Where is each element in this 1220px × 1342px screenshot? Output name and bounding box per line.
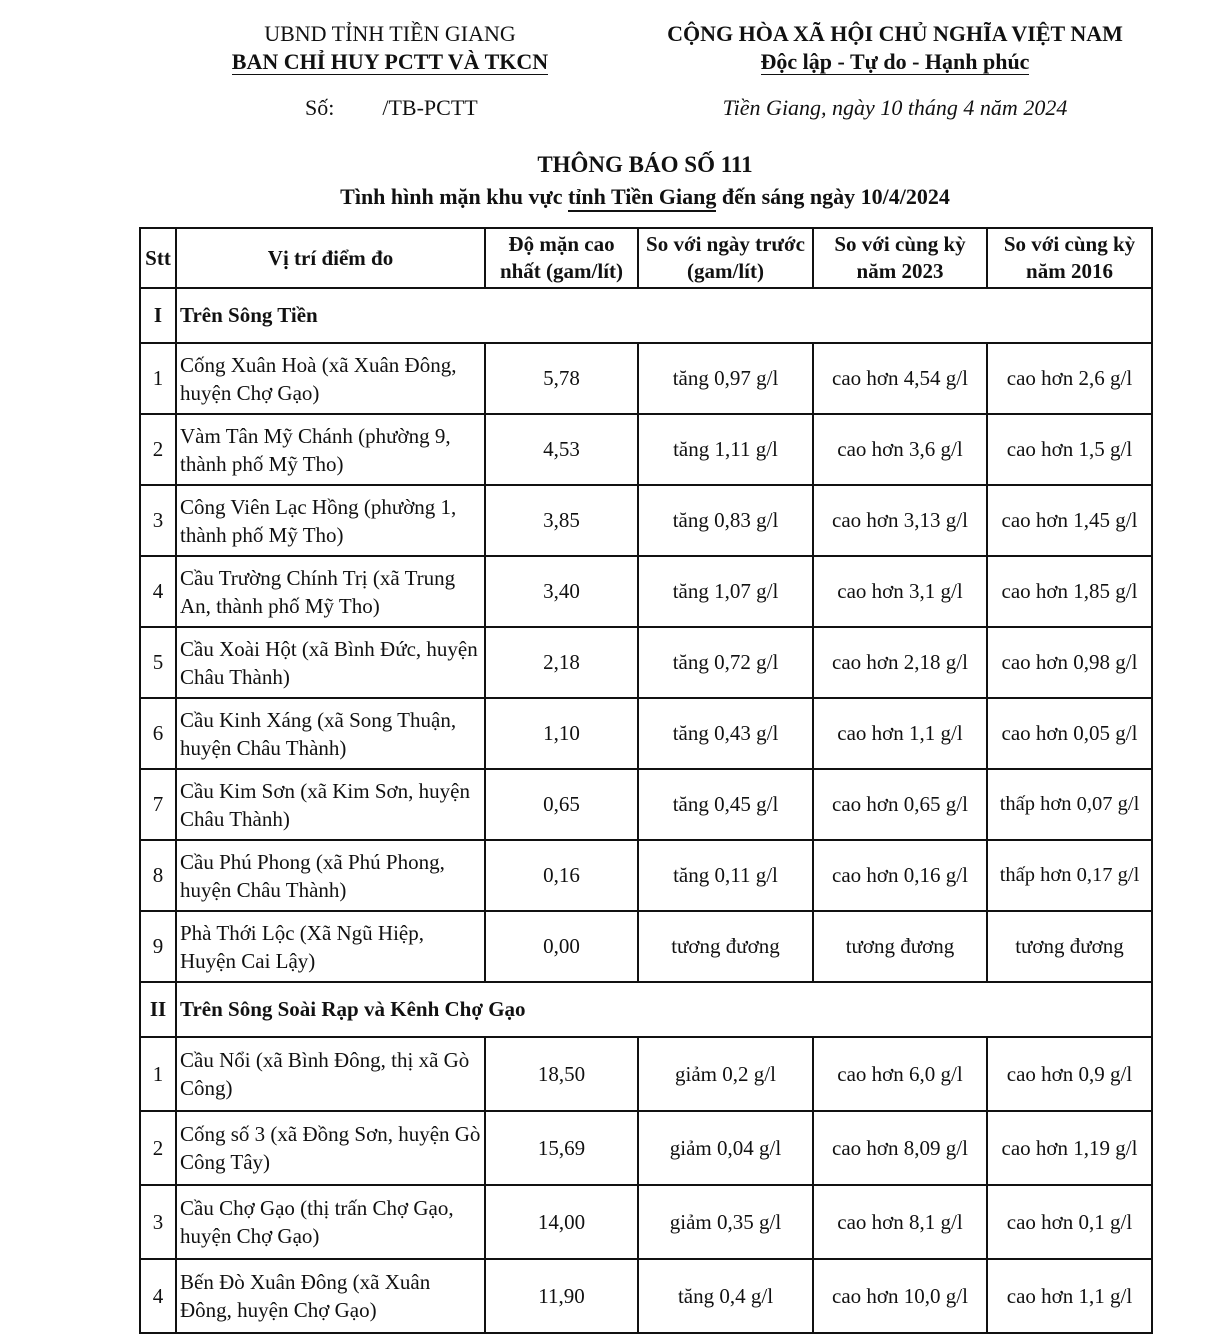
row-stt: 3 xyxy=(140,1185,176,1259)
row-stt: 2 xyxy=(140,1111,176,1185)
section-name: Trên Sông Tiền xyxy=(176,288,1152,343)
row-location: Cống Xuân Hoà (xã Xuân Đông, huyện Chợ Gạo) xyxy=(176,343,485,414)
issuer-province: UBND TỈNH TIỀN GIANG xyxy=(264,21,516,46)
row-max-salinity: 0,00 xyxy=(485,911,638,982)
document-title: THÔNG BÁO SỐ 111 xyxy=(537,152,753,177)
row-vs-2023: cao hơn 3,6 g/l xyxy=(813,414,987,485)
row-max-salinity: 18,50 xyxy=(485,1037,638,1111)
section-row xyxy=(140,982,1152,1037)
row-vs-2016: thấp hơn 0,07 g/l xyxy=(987,769,1152,840)
table-row xyxy=(140,1037,1152,1111)
row-stt: 9 xyxy=(140,911,176,982)
row-vs-2016: cao hơn 0,05 g/l xyxy=(987,698,1152,769)
row-max-salinity: 2,18 xyxy=(485,627,638,698)
row-max-salinity: 14,00 xyxy=(485,1185,638,1259)
document-number-label: Số: xyxy=(305,95,335,120)
table-row xyxy=(140,1259,1152,1333)
row-vs-2016: cao hơn 2,6 g/l xyxy=(987,343,1152,414)
row-max-salinity: 15,69 xyxy=(485,1111,638,1185)
table-row xyxy=(140,698,1152,769)
row-location: Cầu Kim Sơn (xã Kim Sơn, huyện Châu Thành) xyxy=(176,769,485,840)
row-location: Cầu Trường Chính Trị (xã Trung An, thành phố Mỹ Tho) xyxy=(176,556,485,627)
national-motto-block xyxy=(640,20,1150,76)
subtitle-start: Tình hình mặn khu vực xyxy=(340,184,568,209)
row-vs-prev-day: tăng 0,4 g/l xyxy=(638,1259,813,1333)
row-max-salinity: 0,16 xyxy=(485,840,638,911)
row-max-salinity: 5,78 xyxy=(485,343,638,414)
table-row xyxy=(140,627,1152,698)
table-row xyxy=(140,414,1152,485)
issuer-committee: BAN CHỈ HUY PCTT VÀ TKCN xyxy=(231,49,549,74)
row-vs-prev-day: tăng 1,07 g/l xyxy=(638,556,813,627)
row-vs-2016: thấp hơn 0,17 g/l xyxy=(987,840,1152,911)
row-vs-2023: tương đương xyxy=(813,911,987,982)
row-vs-prev-day: tăng 0,83 g/l xyxy=(638,485,813,556)
row-vs-2016: cao hơn 1,45 g/l xyxy=(987,485,1152,556)
row-vs-prev-day: giảm 0,2 g/l xyxy=(638,1037,813,1111)
row-location: Cầu Xoài Hột (xã Bình Đức, huyện Châu Thành) xyxy=(176,627,485,698)
row-vs-2023: cao hơn 4,54 g/l xyxy=(813,343,987,414)
issuer-block xyxy=(190,20,590,76)
row-vs-2023: cao hơn 6,0 g/l xyxy=(813,1037,987,1111)
row-location: Bến Đò Xuân Đông (xã Xuân Đông, huyện Chợ Gạo) xyxy=(176,1259,485,1333)
table-row xyxy=(140,556,1152,627)
row-vs-2023: cao hơn 8,1 g/l xyxy=(813,1185,987,1259)
row-vs-2016: cao hơn 1,1 g/l xyxy=(987,1259,1152,1333)
salinity-table xyxy=(139,227,1153,1334)
table-row xyxy=(140,911,1152,982)
row-vs-2023: cao hơn 0,16 g/l xyxy=(813,840,987,911)
subtitle-underlined: tỉnh Tiền Giang xyxy=(568,184,716,212)
section-row xyxy=(140,288,1152,343)
row-max-salinity: 3,85 xyxy=(485,485,638,556)
document-date: Tiền Giang, ngày 10 tháng 4 năm 2024 xyxy=(722,95,1068,120)
row-location: Phà Thới Lộc (Xã Ngũ Hiệp, Huyện Cai Lậy) xyxy=(176,911,485,982)
row-vs-prev-day: tương đương xyxy=(638,911,813,982)
row-location: Vàm Tân Mỹ Chánh (phường 9, thành phố Mỹ Tho) xyxy=(176,414,485,485)
table-row xyxy=(140,1111,1152,1185)
row-vs-2016: cao hơn 1,19 g/l xyxy=(987,1111,1152,1185)
row-vs-prev-day: tăng 0,45 g/l xyxy=(638,769,813,840)
row-location: Cống số 3 (xã Đồng Sơn, huyện Gò Công Tây) xyxy=(176,1111,485,1185)
row-stt: 7 xyxy=(140,769,176,840)
row-max-salinity: 4,53 xyxy=(485,414,638,485)
table-row xyxy=(140,485,1152,556)
row-max-salinity: 0,65 xyxy=(485,769,638,840)
row-stt: 4 xyxy=(140,556,176,627)
row-stt: 2 xyxy=(140,414,176,485)
row-location: Cầu Phú Phong (xã Phú Phong, huyện Châu Thành) xyxy=(176,840,485,911)
row-vs-2016: cao hơn 0,98 g/l xyxy=(987,627,1152,698)
row-vs-prev-day: tăng 0,72 g/l xyxy=(638,627,813,698)
row-location: Công Viên Lạc Hồng (phường 1, thành phố Mỹ Tho) xyxy=(176,485,485,556)
row-vs-2023: cao hơn 0,65 g/l xyxy=(813,769,987,840)
row-vs-prev-day: giảm 0,04 g/l xyxy=(638,1111,813,1185)
row-vs-2023: cao hơn 3,1 g/l xyxy=(813,556,987,627)
row-location: Cầu Chợ Gạo (thị trấn Chợ Gạo, huyện Chợ Gạo) xyxy=(176,1185,485,1259)
national-motto: Độc lập - Tự do - Hạnh phúc xyxy=(760,49,1030,74)
table-row xyxy=(140,1185,1152,1259)
row-vs-prev-day: tăng 0,11 g/l xyxy=(638,840,813,911)
section-number: II xyxy=(140,982,176,1037)
row-stt: 1 xyxy=(140,1037,176,1111)
header-vs-prev-day: So với ngày trước (gam/lít) xyxy=(638,228,813,288)
header-stt: Stt xyxy=(140,228,176,288)
document-number xyxy=(305,95,478,121)
section-name: Trên Sông Soài Rạp và Kênh Chợ Gạo xyxy=(176,982,1152,1037)
row-vs-2016: cao hơn 1,5 g/l xyxy=(987,414,1152,485)
row-stt: 8 xyxy=(140,840,176,911)
row-vs-2016: tương đương xyxy=(987,911,1152,982)
row-vs-prev-day: tăng 1,11 g/l xyxy=(638,414,813,485)
row-vs-2016: cao hơn 0,1 g/l xyxy=(987,1185,1152,1259)
row-stt: 1 xyxy=(140,343,176,414)
row-location: Cầu Kinh Xáng (xã Song Thuận, huyện Châu Thành) xyxy=(176,698,485,769)
table-row xyxy=(140,343,1152,414)
row-stt: 3 xyxy=(140,485,176,556)
row-vs-prev-day: giảm 0,35 g/l xyxy=(638,1185,813,1259)
row-location: Cầu Nổi (xã Bình Đông, thị xã Gò Công) xyxy=(176,1037,485,1111)
row-vs-2023: cao hơn 8,09 g/l xyxy=(813,1111,987,1185)
row-max-salinity: 3,40 xyxy=(485,556,638,627)
section-number: I xyxy=(140,288,176,343)
row-vs-2023: cao hơn 1,1 g/l xyxy=(813,698,987,769)
row-vs-prev-day: tăng 0,43 g/l xyxy=(638,698,813,769)
row-vs-prev-day: tăng 0,97 g/l xyxy=(638,343,813,414)
header-vs-2023: So với cùng kỳ năm 2023 xyxy=(813,228,987,288)
table-row xyxy=(140,769,1152,840)
table-row xyxy=(140,840,1152,911)
row-vs-2016: cao hơn 1,85 g/l xyxy=(987,556,1152,627)
document-number-code: /TB-PCTT xyxy=(382,95,478,120)
header-vs-2016: So với cùng kỳ năm 2016 xyxy=(987,228,1152,288)
document-subtitle xyxy=(190,182,1100,212)
row-stt: 5 xyxy=(140,627,176,698)
row-vs-2016: cao hơn 0,9 g/l xyxy=(987,1037,1152,1111)
table-header-row xyxy=(140,228,1152,288)
row-stt: 6 xyxy=(140,698,176,769)
row-vs-2023: cao hơn 3,13 g/l xyxy=(813,485,987,556)
subtitle-end: đến sáng ngày 10/4/2024 xyxy=(716,184,950,209)
country-name: CỘNG HÒA XÃ HỘI CHỦ NGHĨA VIỆT NAM xyxy=(667,21,1123,46)
header-max-salinity: Độ mặn cao nhất (gam/lít) xyxy=(485,228,638,288)
row-stt: 4 xyxy=(140,1259,176,1333)
row-vs-2023: cao hơn 10,0 g/l xyxy=(813,1259,987,1333)
row-vs-2023: cao hơn 2,18 g/l xyxy=(813,627,987,698)
header-location: Vị trí điểm đo xyxy=(176,228,485,288)
row-max-salinity: 1,10 xyxy=(485,698,638,769)
row-max-salinity: 11,90 xyxy=(485,1259,638,1333)
